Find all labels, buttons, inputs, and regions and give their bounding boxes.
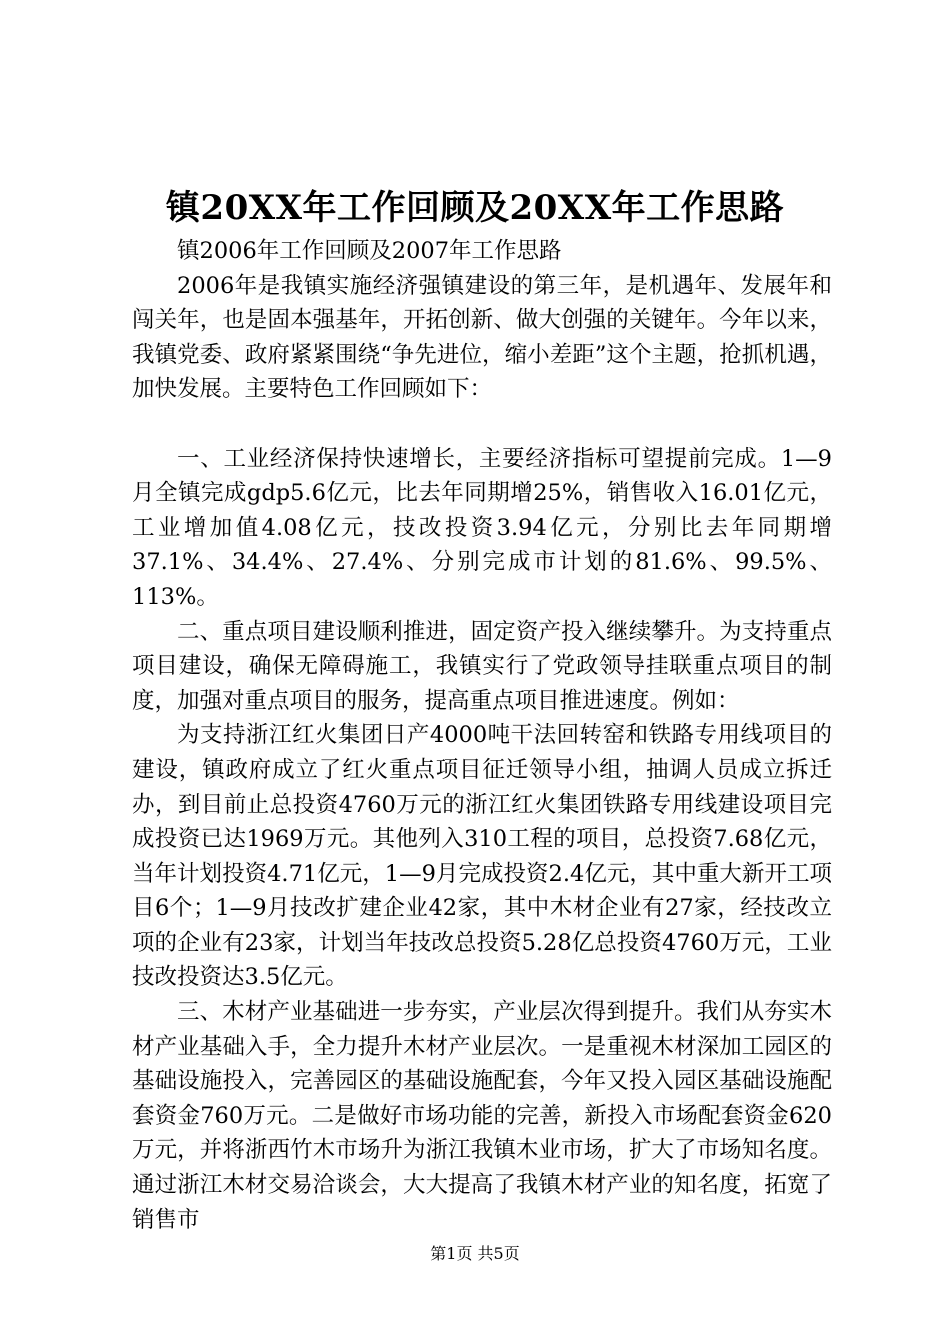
intro-paragraph: 2006年是我镇实施经济强镇建设的第三年，是机遇年、发展年和闯关年，也是固本强基年，开拓创新、做大创强的关键年。今年以来，我镇党委、政府紧紧围绕“争先进位，缩小差距”这个主题，抢抓机遇，加快发展。主要特色工作回顾如下： bbox=[132, 272, 832, 403]
section-two-paragraph: 二、重点项目建设顺利推进，固定资产投入继续攀升。为支持重点项目建设，确保无障碍施工，我镇实行了党政领导挂联重点项目的制度，加强对重点项目的服务，提高重点项目推进速度。例如： bbox=[132, 618, 832, 714]
section-three-paragraph: 三、木材产业基础进一步夯实，产业层次得到提升。我们从夯实木材产业基础入手，全力提升木材产业层次。一是重视木材深加工园区的基础设施投入，完善园区的基础设施配套，今年又投入园区基础设施配套资金760万元。二是做好市场功能的完善，新投入市场配套资金620万元，并将浙西竹木市场升为浙江我镇木业市场，扩大了市场知名度。通过浙江木材交易洽谈会，大大提高了我镇木材产业的知名度，拓宽了销售市 bbox=[132, 999, 832, 1233]
subtitle-paragraph: 镇2006年工作回顾及2007年工作思路 bbox=[177, 238, 562, 264]
document-title: 镇20XX年工作回顾及20XX年工作思路 bbox=[165, 188, 785, 228]
page-footer: 第1页 共5页 bbox=[430, 1244, 520, 1263]
document-body bbox=[132, 234, 832, 1237]
project-example-paragraph: 为支持浙江红火集团日产4000吨干法回转窑和铁路专用线项目的建设，镇政府成立了红火重点项目征迁领导小组，抽调人员成立拆迁办，到目前止总投资4760万元的浙江红火集团铁路专用线建设项目完成投资已达1969万元。其他列入310工程的项目，总投资7.68亿元，当年计划投资4.71亿元，1—9月完成投资2.4亿元，其中重大新开工项目6个；1—9月技改扩建企业42家，其中木材企业有27家，经技改立项的企业有23家，计划当年技改总投资5.28亿总投资4760万元，工业技改投资达3.5亿元。 bbox=[132, 722, 832, 991]
section-one-paragraph: 一、工业经济保持快速增长，主要经济指标可望提前完成。1—9月全镇完成gdp5.6亿元，比去年同期增25%，销售收入16.01亿元，工业增加值4.08亿元，技改投资3.94亿元，分别比去年同期增37.1%、34.4%、27.4%、分别完成市计划的81.6%、99.5%、113%。 bbox=[132, 445, 832, 610]
